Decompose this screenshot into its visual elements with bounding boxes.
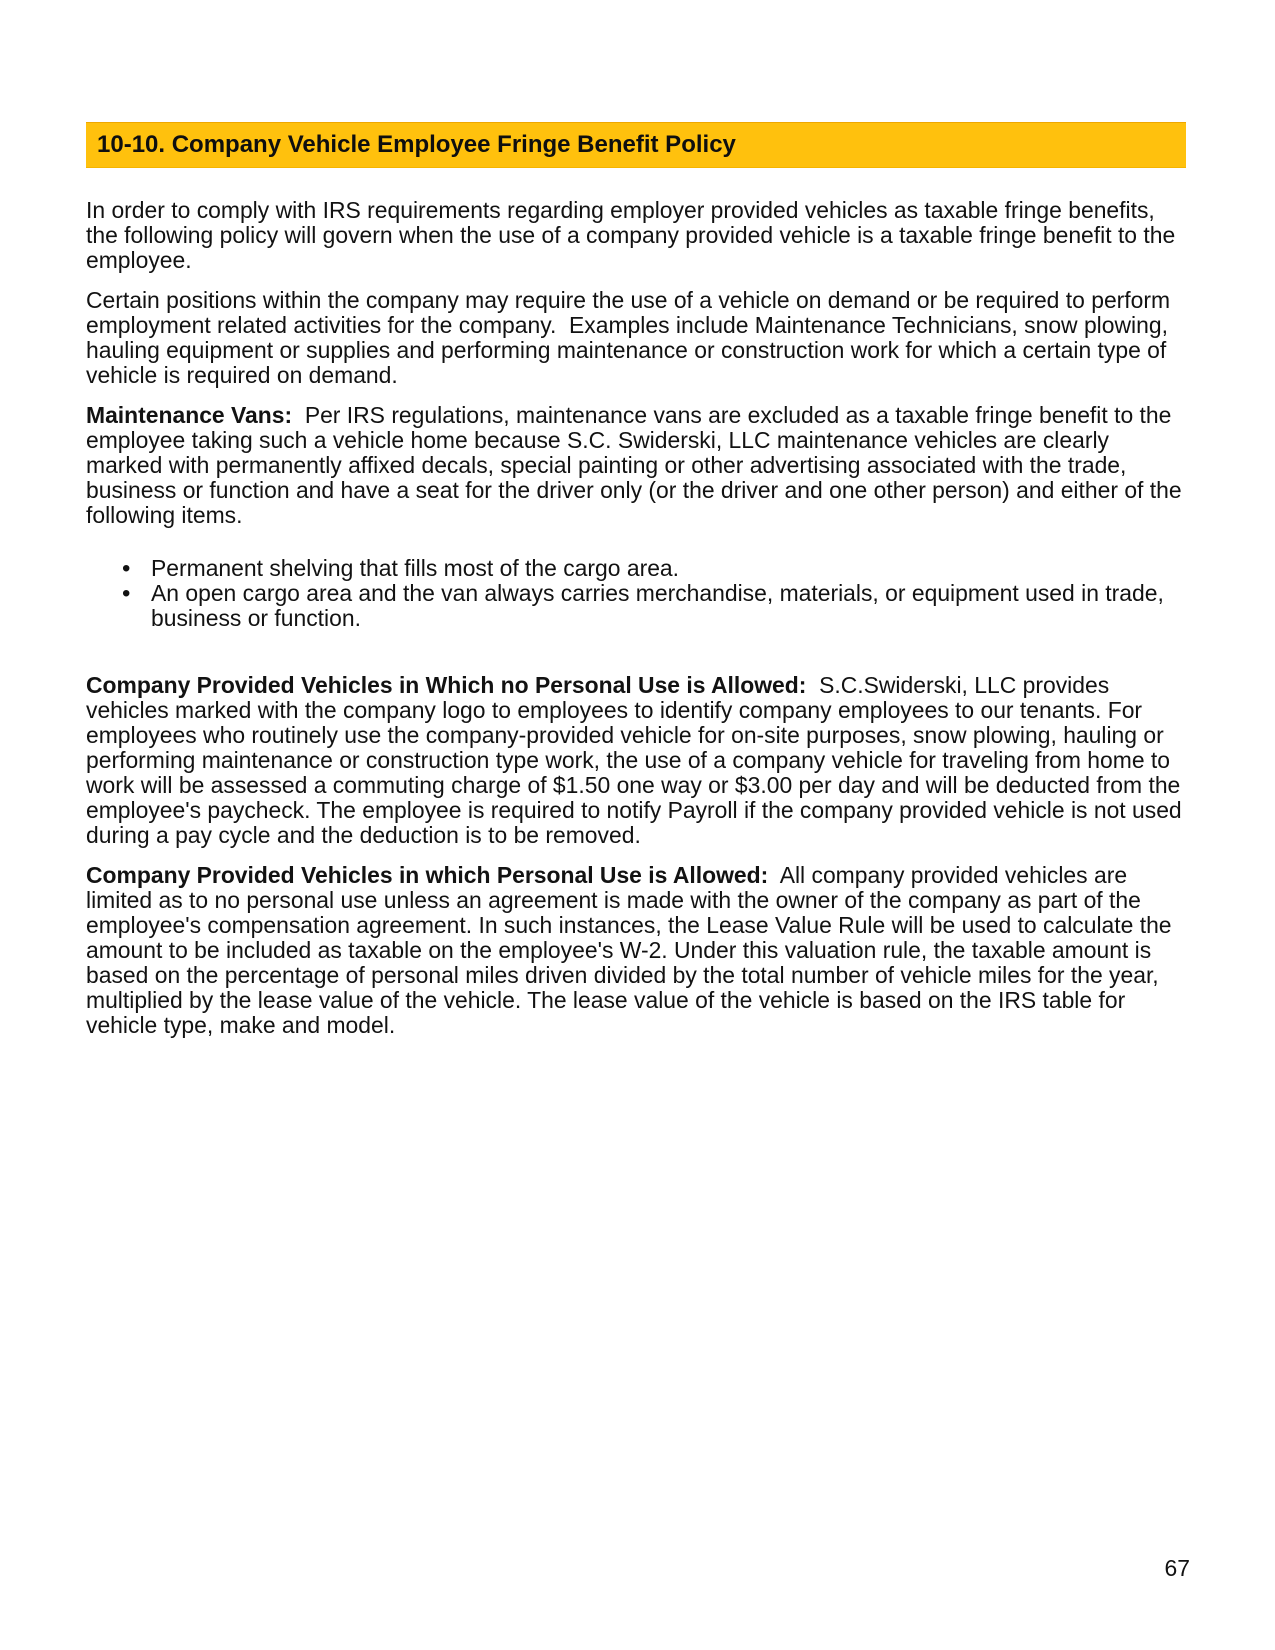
page-number: 67	[1164, 1555, 1190, 1581]
bullet-list	[86, 556, 1191, 631]
paragraph-positions: Certain positions within the company may require the use of a vehicle on demand or be required to perform employment related activities for the company. Examples include Maintenance Technicians, snow plowing, hauling equipment or supplies and performing maintenance or construction work for which a certain type of vehicle is required on demand.	[86, 287, 1171, 388]
paragraph-personal-use	[86, 863, 1191, 1038]
maintenance-vans-body: Per IRS regulations, maintenance vans are excluded as a taxable fringe benefit to the employee taking such a vehicle home because S.C. Swiderski, LLC maintenance vehicles are clearly marked with permanently affixed decals, special painting or other advertising associated with the trade, business or function and have a seat for the driver only (or the driver and one other person) and either of the following items.	[86, 402, 1182, 528]
no-personal-use-lead: Company Provided Vehicles in Which no Personal Use is Allowed:	[86, 672, 807, 698]
section-title: 10-10. Company Vehicle Employee Fringe Benefit Policy	[97, 131, 736, 158]
paragraph-no-personal-use	[86, 673, 1191, 848]
list-item-shelving: • Permanent shelving that fills most of the cargo area.	[151, 556, 1191, 581]
document-content	[86, 198, 1191, 1053]
no-personal-use-body: S.C.Swiderski, LLC provides vehicles marked with the company logo to employees to identify company employees to our tenants. For employees who routinely use the company-provided vehicle for on-site purposes, snow plowing, hauling or performing maintenance or construction type work, the use of a company vehicle for traveling from home to work will be assessed a commuting charge of $1.50 one way or $3.00 per day and will be deducted from the employee's paycheck. The employee is required to notify Payroll if the company provided vehicle is not used during a pay cycle and the deduction is to be removed.	[86, 672, 1182, 848]
paragraph-maintenance-vans	[86, 403, 1191, 528]
personal-use-body: All company provided vehicles are limited as to no personal use unless an agreement is made with the owner of the company as part of the employee's compensation agreement. In such instances, the Lease Value Rule will be used to calculate the amount to be included as taxable on the employee's W-2. Under this valuation rule, the taxable amount is based on the percentage of personal miles driven divided by the total number of vehicle miles for the year, multiplied by the lease value of the vehicle. The lease value of the vehicle is based on the IRS table for vehicle type, make and model.	[86, 862, 1172, 1038]
personal-use-lead: Company Provided Vehicles in which Personal Use is Allowed:	[86, 862, 769, 888]
maintenance-vans-lead: Maintenance Vans:	[86, 402, 293, 428]
paragraph-intro: In order to comply with IRS requirements regarding employer provided vehicles as taxable fringe benefits, the following policy will govern when the use of a company provided vehicle is a taxable fringe benefit to the employee.	[86, 197, 1176, 273]
list-item-open-cargo: • An open cargo area and the van always carries merchandise, materials, or equipment used in trade, business or function.	[151, 581, 1191, 631]
section-header-banner	[86, 122, 1186, 168]
